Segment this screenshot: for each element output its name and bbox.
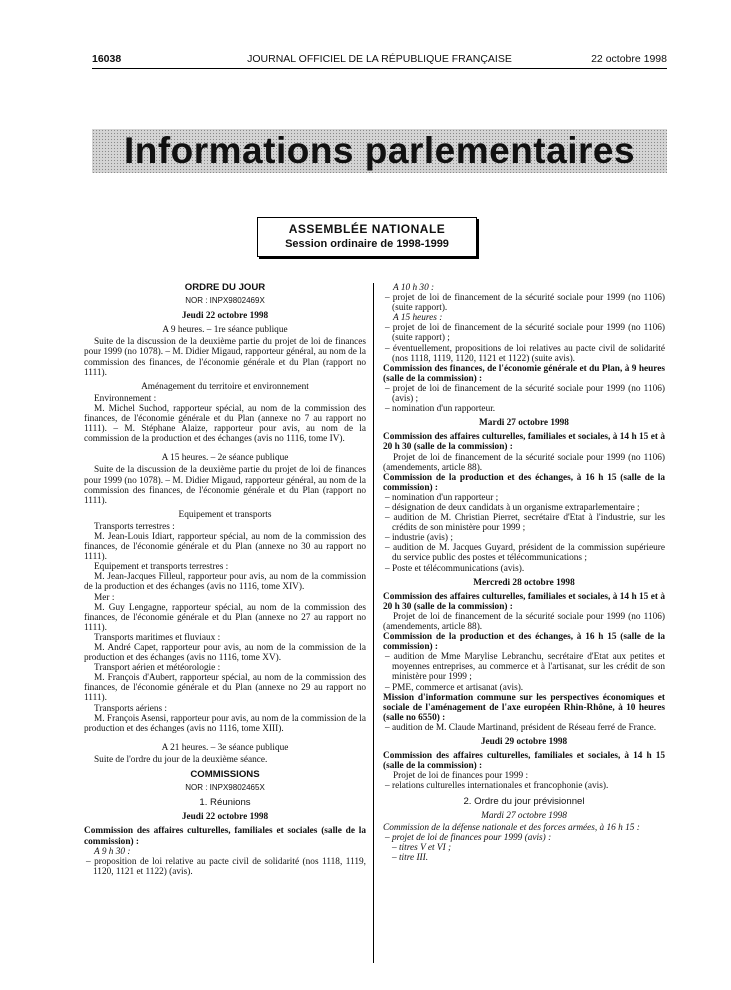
session-slot: A 21 heures. – 3e séance publique [161, 742, 289, 753]
time-label: A 9 h 30 : [94, 846, 131, 857]
session-slot: A 9 heures. – 1re séance publique [162, 325, 288, 336]
left-column [84, 283, 366, 877]
agenda-item: – audition de M. Jacques Guyard, président de la commission supérieure du service public des postes et télécommunications ; [385, 543, 665, 564]
commission-heading: Commission de la production et des échanges, à 16 h 15 (salle de la commission) : [383, 632, 665, 653]
day-heading: Mercredi 28 octobre 1998 [473, 577, 575, 588]
topic-label: Transports aériens : [94, 703, 167, 714]
agenda-item: – projet de loi de finances pour 1999 (avis) : [385, 832, 552, 843]
paragraph: Projet de loi de financement de la sécurité sociale pour 1999 (no 1106) (amendements, article 88). [383, 611, 665, 632]
commission-heading: Commission de la production et des échanges, à 16 h 15 (salle de la commission) : [383, 472, 665, 493]
topic-label: Transports maritimes et fluviaux : [94, 632, 221, 643]
commission-heading: Commission des affaires culturelles, familiales et sociales, à 14 h 15 et à 20 h 30 (salle de la commission) : [383, 591, 665, 612]
topic-label: Environnement : [94, 393, 157, 404]
agenda-item: – audition de Mme Marylise Lebranchu, secrétaire d'Etat aux petites et moyennes entreprises, au commerce et à l'artisanat, sur les crédit de son ministère pour 1999 ; [385, 652, 665, 683]
journal-title: JOURNAL OFFICIEL DE LA RÉPUBLIQUE FRANÇAISE [247, 53, 512, 65]
day-heading: Jeudi 22 octobre 1998 [181, 812, 269, 823]
agenda-item: – audition de M. Claude Martinand, président de Réseau ferré de France. [385, 722, 657, 733]
agenda-item: – éventuellement, propositions de loi relatives au pacte civil de solidarité (nos 1118, 1119, 1120, 1121 et 1122) (suite avis). [385, 343, 665, 364]
assembly-box [257, 217, 477, 257]
time-label: A 15 heures : [393, 313, 443, 324]
topic-label: Transports terrestres : [94, 521, 175, 532]
session-slot: A 15 heures. – 2e séance publique [161, 453, 289, 464]
day-heading: Mardi 27 octobre 1998 [479, 418, 569, 429]
paragraph: Projet de loi de finances pour 1999 : [393, 771, 529, 782]
ordre-du-jour-heading: ORDRE DU JOUR [184, 282, 266, 293]
commission-heading: Commission des affaires culturelles, familiales et sociales, à 14 h 15 et à 20 h 30 (salle de la commission) : [383, 432, 665, 453]
agenda-item: – nomination d'un rapporteur ; [385, 492, 499, 503]
agenda-item: – nomination d'un rapporteur. [385, 404, 496, 415]
paragraph: M. François Asensi, rapporteur pour avis, au nom de la commission de la production et des échanges (avis no 1116, tome XIII). [84, 713, 366, 734]
page-number: 16038 [92, 53, 122, 65]
commissions-heading: COMMISSIONS [190, 769, 260, 781]
paragraph: M. Jean-Jacques Filleul, rapporteur pour avis, au nom de la commission de la production et des échanges (avis no 1116, tome XIV). [84, 572, 366, 593]
agenda-item: – projet de loi de financement de la sécurité sociale pour 1999 (no 1106) (suite rapport) ; [385, 323, 665, 344]
paragraph: Projet de loi de financement de la sécurité sociale pour 1999 (no 1106) (amendements, article 88). [383, 452, 665, 473]
subheading: Equipement et transports [178, 509, 272, 520]
commission-heading: Commission des affaires culturelles, familiales et sociales (salle de la commission) : [84, 826, 366, 847]
paragraph: M. François d'Aubert, rapporteur spécial, au nom de la commission des finances, de l'économie générale et du Plan (annexe no 29 au rapport no 1111). [84, 673, 366, 704]
agenda-item: – désignation de deux candidats à un organisme extraparlementaire ; [385, 502, 640, 513]
commission-heading: Commission de la défense nationale et des forces armées, à 16 h 15 : [383, 822, 640, 833]
commission-heading: Commission des finances, de l'économie générale et du Plan, à 9 heures (salle de la commission) : [383, 363, 665, 384]
agenda-item: – Poste et télécommunications (avis). [385, 563, 525, 574]
agenda-item: – proposition de loi relative au pacte civil de solidarité (nos 1118, 1119, 1120, 1121 et 1122) (avis). [86, 856, 366, 877]
mission-heading: Mission d'information commune sur les perspectives économiques et sociale de l'aménagement de l'axe européen Rhin-Rhône, à 10 heures (salle no 6550) : [383, 692, 665, 723]
paragraph: M. Michel Suchod, rapporteur spécial, au nom de la commission des finances, de l'économie générale et du Plan (annexe no 7 au rapport no 1111). – M. Stéphane Alaize, rapporteur pour avis, au nom de la commission de la production et des échanges (avis no 1116, tome IV). [84, 403, 366, 445]
paragraph: M. Guy Lengagne, rapporteur spécial, au nom de la commission des finances, de l'économie générale et du Plan (annexe no 27 au rapport no 1111). [84, 602, 366, 633]
running-header [92, 53, 667, 67]
session-title: Session ordinaire de 1998-1999 [285, 238, 449, 250]
topic-label: Mer : [94, 592, 115, 603]
day-heading: Jeudi 29 octobre 1998 [480, 737, 568, 748]
header-rule [92, 68, 667, 69]
banner-title: Informations parlementaires [123, 130, 636, 171]
issue-date: 22 octobre 1998 [591, 53, 667, 65]
paragraph: M. André Capet, rapporteur pour avis, au nom de la commission de la production et des échanges (avis no 1116, tome XV). [84, 643, 366, 664]
previsionnel-heading: 2. Ordre du jour prévisionnel [463, 795, 585, 807]
topic-label: Transport aérien et météorologie : [94, 663, 221, 674]
column-divider [373, 283, 374, 963]
paragraph: Suite de l'ordre du jour de la deuxième séance. [94, 754, 268, 765]
commission-heading: Commission des affaires culturelles, familiales et sociales, à 14 h 15 (salle de la commission) : [383, 751, 665, 772]
agenda-item: – relations culturelles internationales et francophonie (avis). [385, 781, 609, 792]
right-column [383, 283, 665, 863]
paragraph: Suite de la discussion de la deuxième partie du projet de loi de finances pour 1999 (no 1078). – M. Didier Migaud, rapporteur général, au nom de la commission des finances, de l'économie générale et du Plan (rapport no 1111). [84, 337, 366, 378]
paragraph: M. Jean-Louis Idiart, rapporteur spécial, au nom de la commission des finances, de l'économie générale et du Plan (annexe no 30 au rapport no 1111). [84, 531, 366, 563]
nor-reference: NOR : INPX9802469X [185, 296, 265, 306]
agenda-item: – projet de loi de financement de la sécurité sociale pour 1999 (no 1106) (avis) ; [385, 383, 665, 405]
agenda-item: – audition de M. Christian Pierret, secrétaire d'Etat à l'industrie, sur les crédits de son ministère pour 1999 ; [385, 513, 665, 534]
agenda-item: – PME, commerce et artisanat (avis). [385, 682, 524, 693]
nor-reference: NOR : INPX9802465X [185, 783, 265, 793]
agenda-item: – projet de loi de financement de la sécurité sociale pour 1999 (no 1106) (suite rapport). [385, 293, 665, 314]
time-label: A 10 h 30 : [393, 283, 435, 293]
subheading: Aménagement du territoire et environnement [141, 381, 309, 392]
day-heading: Mardi 27 octobre 1998 [481, 810, 567, 821]
reunions-heading: 1. Réunions [199, 797, 251, 809]
agenda-subitem: – titres V et VI ; [392, 842, 452, 853]
topic-label: Equipement et transports terrestres : [94, 562, 229, 573]
assembly-title: ASSEMBLÉE NATIONALE [288, 222, 446, 236]
agenda-item: – industrie (avis) ; [385, 533, 453, 544]
paragraph: Suite de la discussion de la deuxième partie du projet de loi de finances pour 1999 (no 1078). – M. Didier Migaud, rapporteur général, au nom de la commission des finances, de l'économie générale et du Plan (rapport no 1111). [84, 465, 366, 506]
day-heading: Jeudi 22 octobre 1998 [181, 311, 269, 322]
agenda-subitem: – titre III. [392, 852, 429, 863]
banner [92, 129, 667, 173]
